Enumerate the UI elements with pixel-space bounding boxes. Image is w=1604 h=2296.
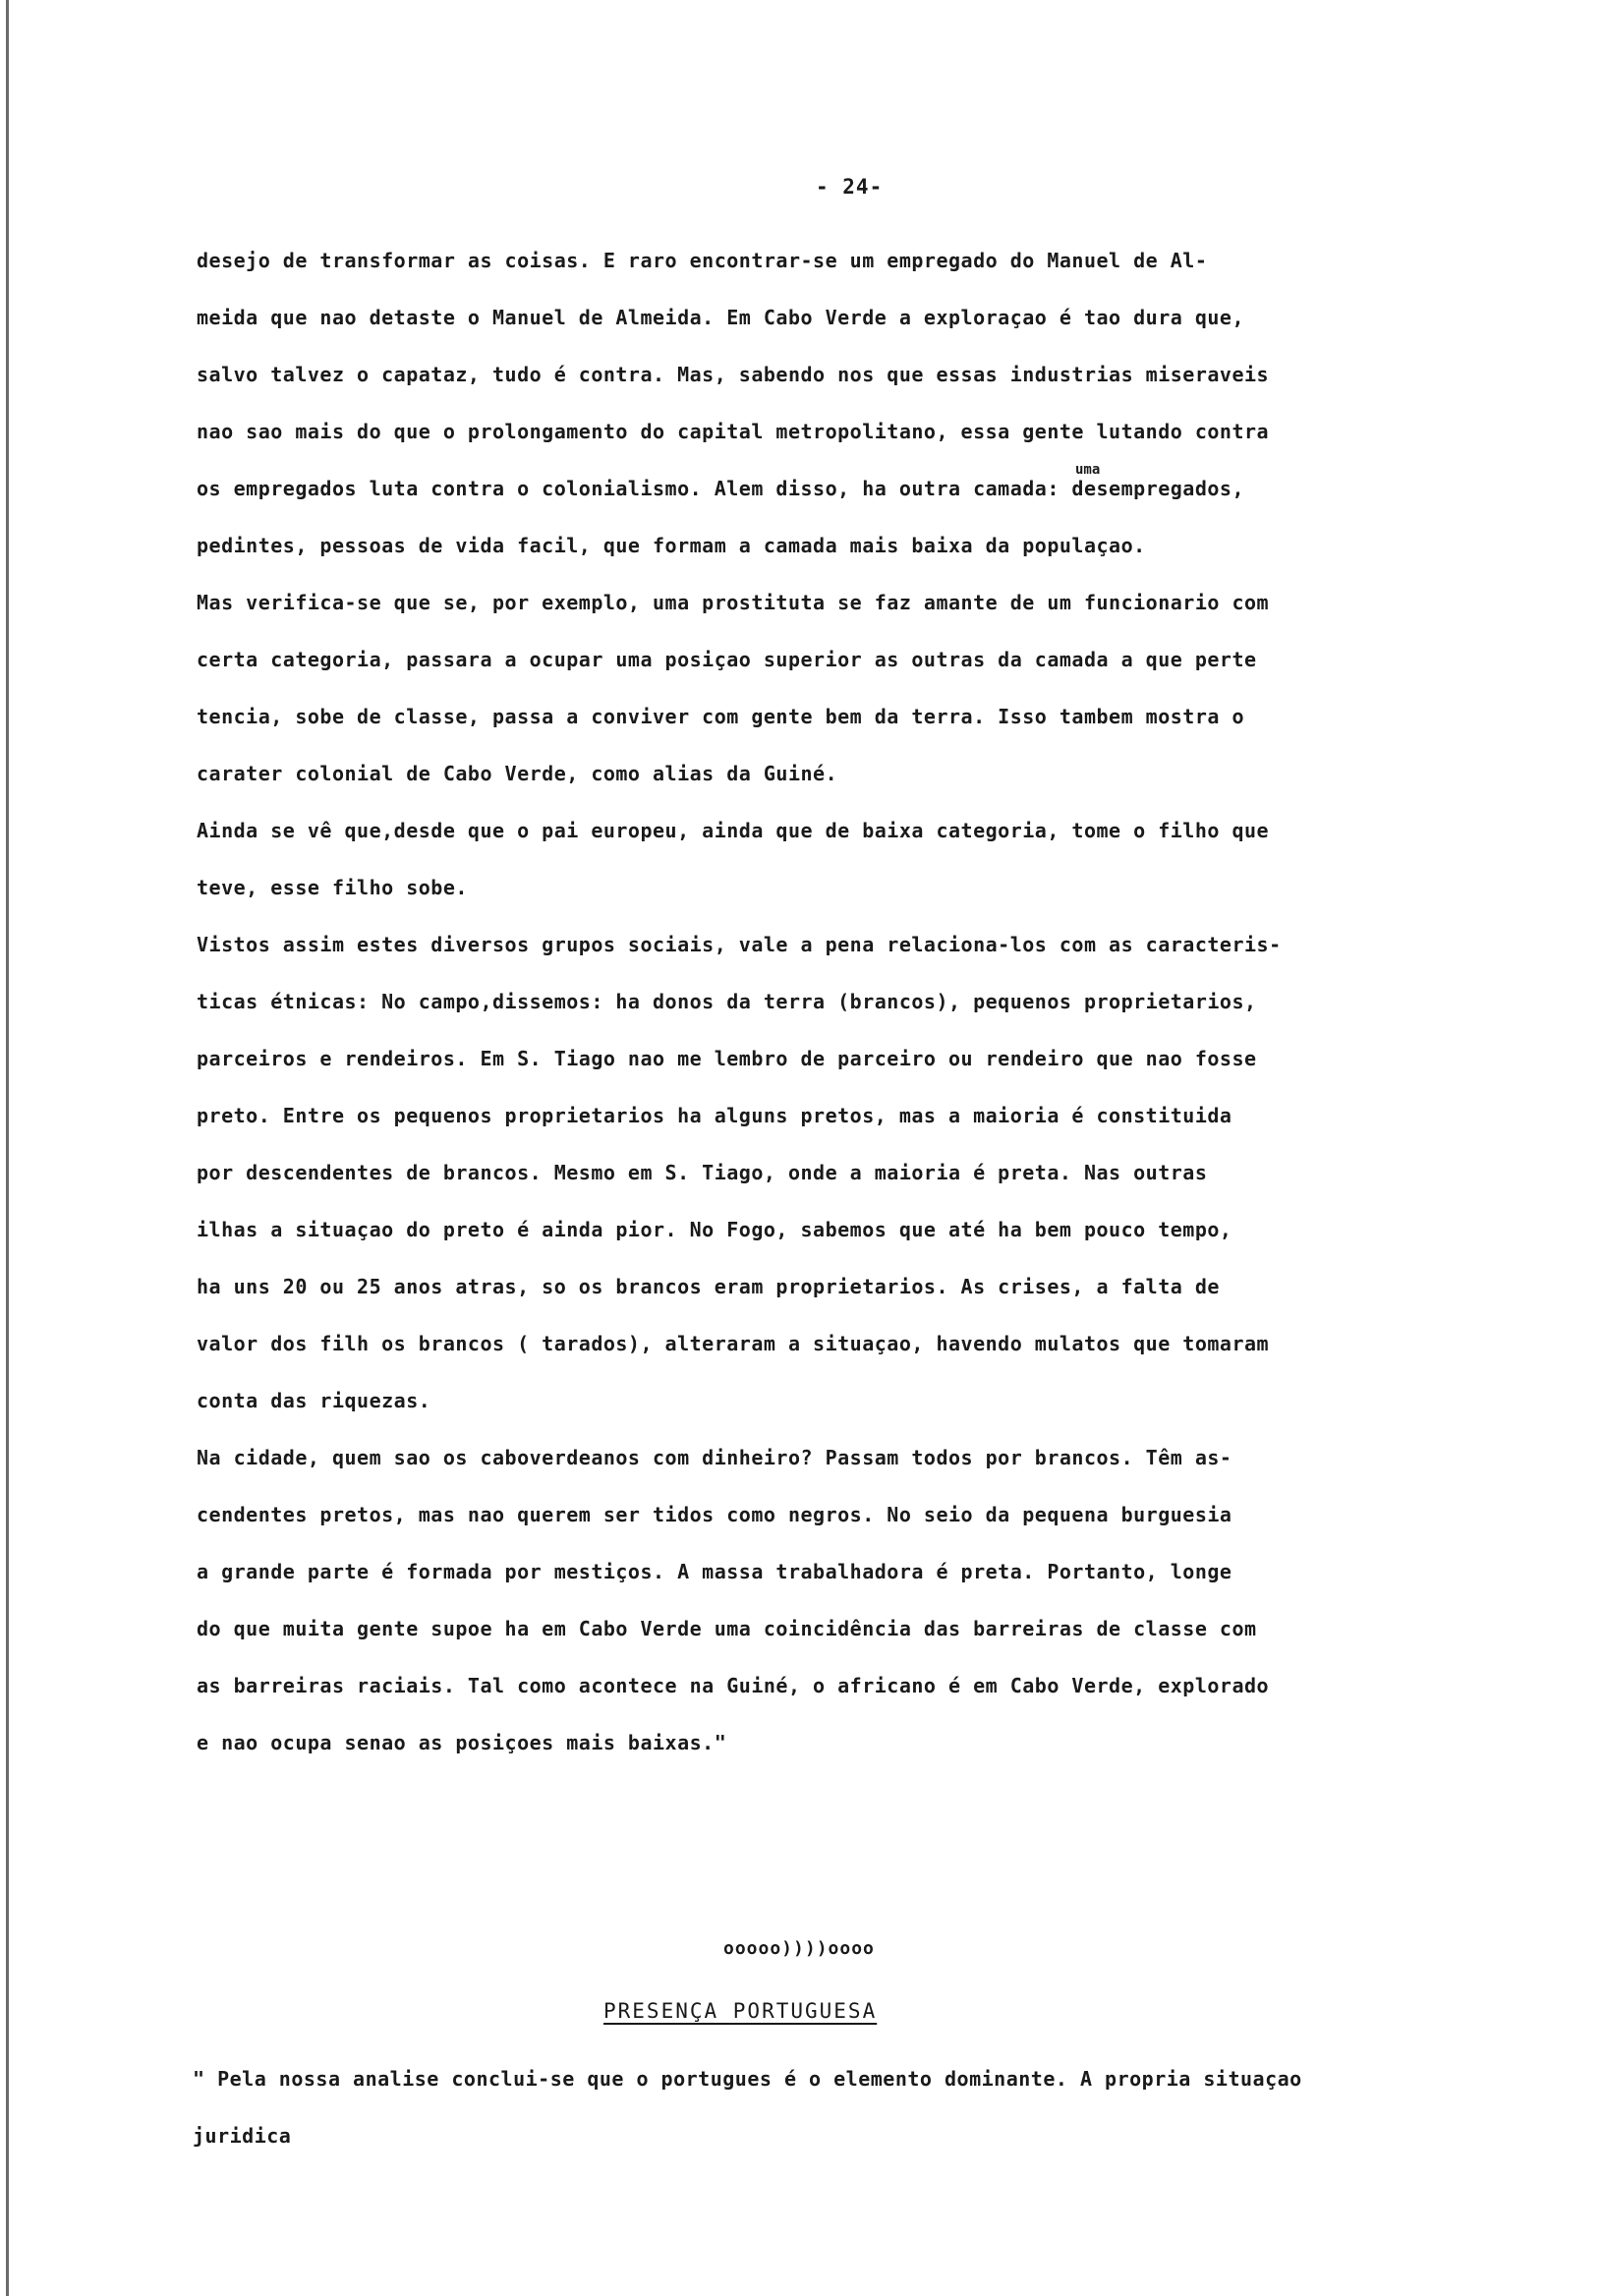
- section-body-text: [193, 2050, 1588, 2164]
- text-line: desejo de transformar as coisas. E raro encontrar-se um empregado do Manuel de Al-: [197, 249, 1208, 272]
- text-line: nao sao mais do que o prolongamento do capital metropolitano, essa gente lutando contra: [197, 420, 1270, 443]
- separator-ornament: ooooo))))oooo: [723, 1938, 875, 1959]
- text-line: parceiros e rendeiros. Em S. Tiago nao me lembro de parceiro ou rendeiro que nao fosse: [197, 1047, 1257, 1070]
- text-line: Ainda se vê que,desde que o pai europeu, ainda que de baixa categoria, tome o filho que: [197, 819, 1270, 842]
- text-line: por descendentes de brancos. Mesmo em S. Tiago, onde a maioria é preta. Nas outras: [197, 1161, 1208, 1184]
- handwritten-insertion: uma: [1075, 462, 1101, 478]
- text-line: carater colonial de Cabo Verde, como alias da Guiné.: [197, 762, 838, 785]
- page-edge: [6, 0, 9, 2296]
- text-line: do que muita gente supoe ha em Cabo Verde uma coincidência das barreiras de classe com: [197, 1617, 1257, 1640]
- text-line: Vistos assim estes diversos grupos sociais, vale a pena relaciona-los com as caracteris-: [197, 933, 1282, 956]
- text-line: " Pela nossa analise conclui-se que o portugues é o elemento dominante. A propria situaçao: [193, 2067, 1302, 2091]
- text-line: ha uns 20 ou 25 anos atras, so os brancos eram proprietarios. As crises, a falta de: [197, 1275, 1220, 1298]
- text-line: pedintes, pessoas de vida facil, que formam a camada mais baixa da populaçao.: [197, 534, 1146, 557]
- text-line: cendentes pretos, mas nao querem ser tidos como negros. No seio da pequena burguesia: [197, 1503, 1232, 1526]
- text-line: Na cidade, quem sao os caboverdeanos com dinheiro? Passam todos por brancos. Têm as-: [197, 1446, 1232, 1469]
- text-line: juridica: [193, 2124, 292, 2148]
- text-line: ticas étnicas: No campo,dissemos: ha donos da terra (brancos), pequenos proprietarios,: [197, 990, 1257, 1013]
- text-line: as barreiras raciais. Tal como acontece na Guiné, o africano é em Cabo Verde, explorado: [197, 1674, 1270, 1697]
- text-line: a grande parte é formada por mestiços. A massa trabalhadora é preta. Portanto, longe: [197, 1560, 1232, 1583]
- text-line: salvo talvez o capataz, tudo é contra. Mas, sabendo nos que essas industrias miseraveis: [197, 363, 1270, 386]
- text-line: valor dos filh os brancos ( tarados), alteraram a situaçao, havendo mulatos que tomaram: [197, 1332, 1270, 1355]
- text-line: tencia, sobe de classe, passa a conviver com gente bem da terra. Isso tambem mostra o: [197, 705, 1244, 728]
- text-line: meida que nao detaste o Manuel de Almeida. Em Cabo Verde a exploraçao é tao dura que,: [197, 306, 1244, 329]
- text-line: teve, esse filho sobe.: [197, 876, 468, 899]
- text-line: Mas verifica-se que se, por exemplo, uma prostituta se faz amante de um funcionario com: [197, 591, 1270, 614]
- text-line: os empregados luta contra o colonialismo. Alem disso, ha outra camada: desempregados,: [197, 477, 1244, 500]
- section-heading: PRESENÇA PORTUGUESA: [603, 1999, 878, 2023]
- page-number: - 24-: [816, 175, 884, 199]
- text-line: e nao ocupa senao as posiçoes mais baixas.": [197, 1731, 727, 1754]
- text-line: conta das riquezas.: [197, 1389, 431, 1412]
- text-line: preto. Entre os pequenos proprietarios ha alguns pretos, mas a maioria é constituida: [197, 1104, 1232, 1127]
- text-line: ilhas a situaçao do preto é ainda pior. No Fogo, sabemos que até ha bem pouco tempo,: [197, 1218, 1232, 1241]
- body-text: [197, 232, 1573, 1771]
- text-line: certa categoria, passara a ocupar uma posiçao superior as outras da camada a que perte: [197, 648, 1257, 671]
